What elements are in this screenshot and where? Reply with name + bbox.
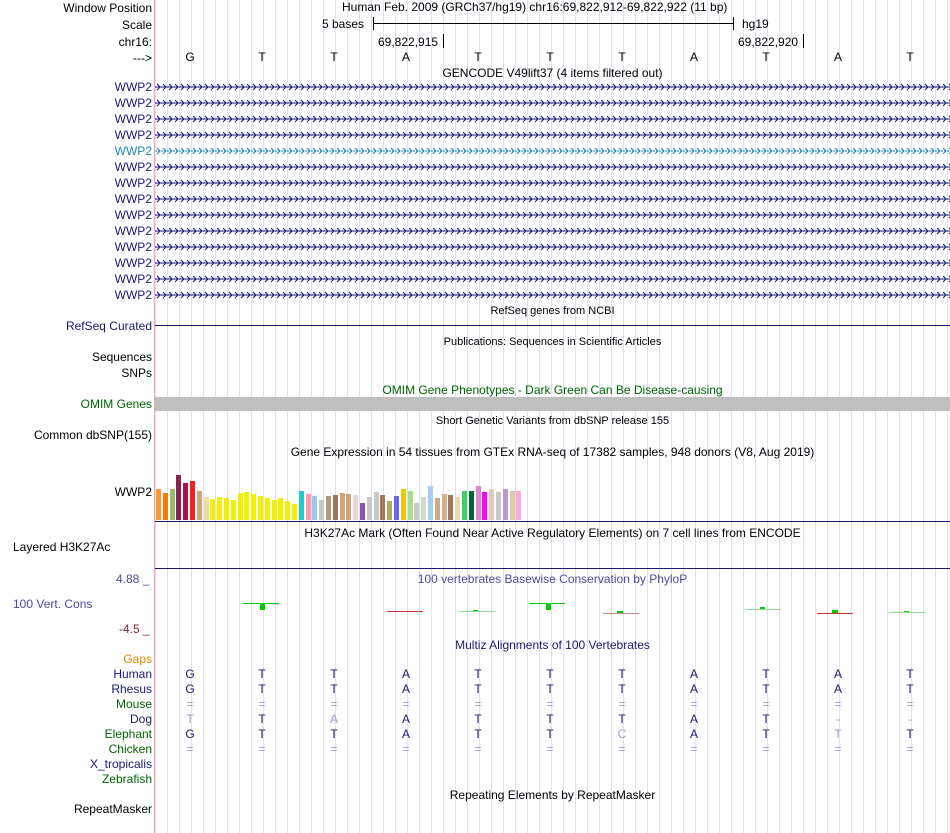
alignment-base-chicken: = xyxy=(186,742,194,756)
gtex-tissue-bar[interactable] xyxy=(340,493,345,520)
species-chicken-label: Chicken xyxy=(108,742,152,756)
alignment-base-dog: A xyxy=(689,712,698,726)
alignment-base-mouse: = xyxy=(906,697,914,711)
phylop-bar xyxy=(832,610,838,613)
phylop-bar xyxy=(745,609,781,610)
gencode-transcript-row[interactable] xyxy=(155,83,950,91)
reference-base: T xyxy=(258,50,266,64)
omim-track-title: OMIM Gene Phenotypes - Dark Green Can Be Disease-causing xyxy=(382,383,723,397)
alignment-base-chicken: = xyxy=(762,742,770,756)
alignment-base-dog: - xyxy=(908,712,912,726)
phylop-bar xyxy=(603,613,639,614)
gencode-transcript-label[interactable]: WWP2 xyxy=(114,192,152,206)
alignment-base-dog: A xyxy=(329,712,338,726)
scale-bar-left-tick xyxy=(373,17,374,30)
gencode-transcript-label[interactable]: WWP2 xyxy=(114,112,152,126)
gtex-tissue-bar[interactable] xyxy=(503,489,508,520)
gtex-tissue-bar[interactable] xyxy=(170,489,175,520)
gencode-transcript-label[interactable]: WWP2 xyxy=(114,208,152,222)
gtex-tissue-bar[interactable] xyxy=(299,491,304,520)
gtex-tissue-bar[interactable] xyxy=(265,498,270,520)
reference-base: A xyxy=(689,50,698,64)
alignment-base-human: G xyxy=(185,667,195,681)
phylop-track-label[interactable]: 100 Vert. Cons xyxy=(13,597,93,611)
alignment-base-elephant: A xyxy=(689,727,698,741)
gtex-tissue-bar[interactable] xyxy=(442,494,447,520)
alignment-base-human: T xyxy=(258,667,266,681)
gencode-transcript-row[interactable] xyxy=(155,291,950,299)
gtex-tissue-bar[interactable] xyxy=(462,491,467,520)
reference-base: T xyxy=(330,50,338,64)
gtex-tissue-bar[interactable] xyxy=(244,492,249,520)
alignment-base-rhesus: T xyxy=(546,682,554,696)
refseq-curated-label[interactable]: RefSeq Curated xyxy=(65,319,152,333)
gencode-transcript-row[interactable] xyxy=(155,131,950,139)
gtex-tissue-bar[interactable] xyxy=(224,498,229,520)
alignment-base-mouse: = xyxy=(834,697,842,711)
alignment-base-dog: T xyxy=(186,712,194,726)
h3k27ac-label[interactable]: Layered H3K27Ac xyxy=(13,540,111,554)
alignment-base-elephant: T xyxy=(834,727,842,741)
alignment-base-chicken: = xyxy=(546,742,554,756)
phylop-bar xyxy=(817,613,853,614)
gencode-track-title: GENCODE V49lift37 (4 items filtered out) xyxy=(442,66,663,80)
gtex-tissue-bar[interactable] xyxy=(476,486,481,520)
alignment-base-mouse: = xyxy=(258,697,266,711)
alignment-base-chicken: = xyxy=(618,742,626,756)
gtex-tissue-bar[interactable] xyxy=(183,483,188,520)
alignment-base-human: T xyxy=(906,667,914,681)
alignment-base-chicken: = xyxy=(330,742,338,756)
sequences-label[interactable]: Sequences xyxy=(91,350,152,364)
alignment-base-rhesus: T xyxy=(762,682,770,696)
alignment-base-dog: - xyxy=(836,712,840,726)
alignment-base-dog: T xyxy=(474,712,482,726)
gtex-tissue-bar[interactable] xyxy=(278,498,283,520)
publications-track-title: Publications: Sequences in Scientific Articles xyxy=(443,336,662,348)
gtex-tissue-bar[interactable] xyxy=(408,491,413,520)
gencode-transcript-row[interactable] xyxy=(155,243,950,251)
gencode-transcript-row[interactable] xyxy=(155,163,950,171)
alignment-base-elephant: T xyxy=(906,727,914,741)
scale-bar xyxy=(373,23,733,24)
reference-base: T xyxy=(546,50,554,64)
gencode-transcript-row[interactable] xyxy=(155,147,950,155)
alignment-base-rhesus: A xyxy=(833,682,842,696)
alignment-base-human: A xyxy=(401,667,410,681)
species-human-label: Human xyxy=(113,667,152,681)
alignment-base-mouse: = xyxy=(690,697,698,711)
alignment-base-chicken: = xyxy=(402,742,410,756)
reference-base: T xyxy=(906,50,914,64)
reference-base: A xyxy=(401,50,410,64)
species-xtropicalis-label: X_tropicalis xyxy=(89,757,152,771)
gtex-tissue-bar[interactable] xyxy=(387,501,392,520)
gencode-transcript-label[interactable]: WWP2 xyxy=(114,128,152,142)
alignment-base-elephant: A xyxy=(401,727,410,741)
alignment-base-mouse: = xyxy=(330,697,338,711)
gaps-label: Gaps xyxy=(123,652,152,666)
gtex-tissue-bar[interactable] xyxy=(190,481,195,520)
gencode-transcript-label[interactable]: WWP2 xyxy=(114,224,152,238)
gencode-transcript-label[interactable]: WWP2 xyxy=(114,256,152,270)
gtex-baseline xyxy=(155,521,950,522)
species-mouse-label: Mouse xyxy=(115,697,152,711)
gencode-transcript-label[interactable]: WWP2 xyxy=(114,96,152,110)
gtex-tissue-bar[interactable] xyxy=(367,497,372,520)
alignment-base-rhesus: T xyxy=(618,682,626,696)
repeatmasker-label[interactable]: RepeatMasker xyxy=(73,802,152,816)
browser-track-area[interactable] xyxy=(155,0,950,833)
gencode-transcript-label[interactable]: WWP2 xyxy=(114,272,152,286)
gtex-tissue-bar[interactable] xyxy=(156,489,161,520)
gtex-tissue-bar[interactable] xyxy=(421,497,426,520)
refseq-gene-line[interactable] xyxy=(155,325,950,326)
multiz-track-title: Multiz Alignments of 100 Vertebrates xyxy=(455,638,650,652)
gtex-tissue-bar[interactable] xyxy=(163,493,168,520)
gtex-tissue-bar[interactable] xyxy=(197,491,202,520)
gtex-tissue-bar[interactable] xyxy=(401,489,406,520)
alignment-base-mouse: = xyxy=(186,697,194,711)
gtex-tissue-bar[interactable] xyxy=(231,500,236,520)
gtex-tissue-bar[interactable] xyxy=(217,497,222,520)
omim-gene-bar[interactable] xyxy=(155,397,950,411)
gtex-tissue-bar[interactable] xyxy=(448,495,453,520)
coordinate-label-2: 69,822,920 xyxy=(738,35,799,49)
gtex-tissue-bar[interactable] xyxy=(414,503,419,520)
snps-label[interactable]: SNPs xyxy=(121,366,152,380)
gtex-tissue-bar[interactable] xyxy=(292,504,297,520)
gencode-transcript-row[interactable] xyxy=(155,115,950,123)
gencode-transcript-row[interactable] xyxy=(155,179,950,187)
gencode-transcript-label[interactable]: WWP2 xyxy=(114,144,152,158)
phylop-track-title: 100 vertebrates Basewise Conservation by PhyloP xyxy=(417,572,688,586)
gtex-tissue-bar[interactable] xyxy=(374,492,379,520)
phylop-bar xyxy=(529,603,565,604)
alignment-base-dog: A xyxy=(401,712,410,726)
repeatmasker-track-title: Repeating Elements by RepeatMasker xyxy=(449,788,656,802)
alignment-base-human: T xyxy=(762,667,770,681)
gtex-tissue-bar[interactable] xyxy=(258,496,263,520)
alignment-base-mouse: = xyxy=(402,697,410,711)
gtex-tissue-bar[interactable] xyxy=(312,496,317,520)
reference-base: T xyxy=(474,50,482,64)
gtex-tissue-bar[interactable] xyxy=(360,503,365,520)
alignment-base-human: T xyxy=(546,667,554,681)
phylop-bar xyxy=(546,604,551,610)
reference-base: G xyxy=(185,50,195,64)
coordinate-label-1: 69,822,915 xyxy=(378,35,439,49)
gencode-transcript-row[interactable] xyxy=(155,99,950,107)
gtex-tissue-bar[interactable] xyxy=(516,491,521,520)
coordinate-tick-2 xyxy=(803,34,804,48)
alignment-base-rhesus: A xyxy=(401,682,410,696)
alignment-base-chicken: = xyxy=(474,742,482,756)
alignment-base-rhesus: A xyxy=(689,682,698,696)
gencode-transcript-label[interactable]: WWP2 xyxy=(114,240,152,254)
species-dog-label: Dog xyxy=(129,712,152,726)
alignment-base-chicken: = xyxy=(834,742,842,756)
reference-base: A xyxy=(833,50,842,64)
common-dbsnp-label[interactable]: Common dbSNP(155) xyxy=(33,428,152,442)
gtex-tissue-bar[interactable] xyxy=(210,499,215,520)
gtex-tissue-bar[interactable] xyxy=(285,501,290,520)
gtex-tissue-bar[interactable] xyxy=(496,492,501,520)
alignment-base-dog: T xyxy=(258,712,266,726)
gencode-transcript-row[interactable] xyxy=(155,259,950,267)
alignment-base-human: A xyxy=(833,667,842,681)
gtex-tissue-bar[interactable] xyxy=(428,486,433,520)
gtex-tissue-bar[interactable] xyxy=(455,497,460,520)
phylop-bar xyxy=(243,603,279,604)
alignment-base-human: T xyxy=(330,667,338,681)
gtex-tissue-bar[interactable] xyxy=(326,496,331,520)
gtex-tissue-bar[interactable] xyxy=(394,496,399,520)
phylop-max-label: 4.88 _ xyxy=(116,572,150,586)
alignment-base-mouse: = xyxy=(618,697,626,711)
alignment-base-elephant: T xyxy=(474,727,482,741)
alignment-base-elephant: T xyxy=(762,727,770,741)
gencode-transcript-row[interactable] xyxy=(155,195,950,203)
strand-label: ---> xyxy=(133,51,152,65)
phylop-conservation-plot[interactable] xyxy=(155,595,950,620)
gtex-tissue-bar[interactable] xyxy=(306,494,311,520)
gtex-tissue-bar[interactable] xyxy=(510,491,515,520)
reference-base: T xyxy=(618,50,626,64)
alignment-base-mouse: = xyxy=(546,697,554,711)
phylop-min-label: -4.5 _ xyxy=(119,622,150,636)
refseq-track-title: RefSeq genes from NCBI xyxy=(490,305,615,317)
species-rhesus-label: Rhesus xyxy=(111,682,152,696)
phylop-bar xyxy=(459,611,495,612)
phylop-bar xyxy=(260,604,265,610)
gtex-tissue-bar[interactable] xyxy=(435,498,440,520)
gtex-tissue-bar[interactable] xyxy=(251,494,256,520)
gencode-transcript-label[interactable]: WWP2 xyxy=(114,176,152,190)
coordinate-tick-1 xyxy=(443,34,444,48)
alignment-base-rhesus: G xyxy=(185,682,195,696)
alignment-base-mouse: = xyxy=(474,697,482,711)
alignment-base-chicken: = xyxy=(258,742,266,756)
track-label-panel xyxy=(0,0,154,833)
alignment-base-human: T xyxy=(474,667,482,681)
alignment-base-chicken: = xyxy=(690,742,698,756)
gencode-transcript-label[interactable]: WWP2 xyxy=(114,160,152,174)
assembly-label: hg19 xyxy=(742,17,769,31)
h3k27ac-baseline xyxy=(155,568,950,569)
alignment-base-elephant: C xyxy=(617,727,627,741)
alignment-base-chicken: = xyxy=(906,742,914,756)
alignment-base-rhesus: T xyxy=(906,682,914,696)
alignment-base-elephant: T xyxy=(546,727,554,741)
scale-bar-right-tick xyxy=(733,17,734,30)
position-title: Human Feb. 2009 (GRCh37/hg19) chr16:69,822,912-69,822,922 (11 bp) xyxy=(342,0,728,14)
omim-genes-label[interactable]: OMIM Genes xyxy=(80,397,152,411)
alignment-base-rhesus: T xyxy=(258,682,266,696)
species-elephant-label: Elephant xyxy=(104,727,152,741)
gtex-gene-label[interactable]: WWP2 xyxy=(114,485,152,499)
gencode-transcript-label[interactable]: WWP2 xyxy=(114,80,152,94)
gtex-tissue-bar[interactable] xyxy=(380,495,385,520)
alignment-base-human: T xyxy=(618,667,626,681)
alignment-base-elephant: G xyxy=(185,727,195,741)
alignment-base-mouse: = xyxy=(762,697,770,711)
alignment-base-elephant: T xyxy=(258,727,266,741)
phylop-bar xyxy=(889,612,925,613)
gtex-tissue-bar[interactable] xyxy=(489,489,494,520)
phylop-bar xyxy=(387,611,423,612)
gtex-expression-chart[interactable] xyxy=(155,460,555,520)
scale-bar-label: 5 bases xyxy=(322,17,365,31)
alignment-base-human: A xyxy=(689,667,698,681)
phylop-bar xyxy=(617,611,623,613)
gtex-tissue-bar[interactable] xyxy=(319,500,324,520)
alignment-base-dog: T xyxy=(618,712,626,726)
gtex-track-title: Gene Expression in 54 tissues from GTEx RNA-seq of 17382 samples, 948 donors (V8, Aug 2019) xyxy=(290,445,815,459)
gtex-tissue-bar[interactable] xyxy=(176,475,181,520)
h3k27ac-track-title: H3K27Ac Mark (Often Found Near Active Regulatory Elements) on 7 cell lines from ENCODE xyxy=(304,526,801,540)
gencode-transcript-label[interactable]: WWP2 xyxy=(114,288,152,302)
alignment-base-elephant: T xyxy=(330,727,338,741)
scale-label: Scale xyxy=(121,18,152,32)
gencode-transcript-row[interactable] xyxy=(155,275,950,283)
species-zebrafish-label: Zebrafish xyxy=(101,772,152,786)
chromosome-label: chr16: xyxy=(118,35,152,49)
gencode-transcript-row[interactable] xyxy=(155,227,950,235)
reference-base: T xyxy=(762,50,770,64)
gtex-tissue-bar[interactable] xyxy=(482,492,487,520)
gtex-tissue-bar[interactable] xyxy=(272,500,277,520)
alignment-base-dog: T xyxy=(762,712,770,726)
alignment-base-rhesus: T xyxy=(474,682,482,696)
window-position-label: Window Position xyxy=(63,1,152,15)
gtex-tissue-bar[interactable] xyxy=(469,491,474,520)
gtex-tissue-bar[interactable] xyxy=(238,493,243,520)
gtex-tissue-bar[interactable] xyxy=(346,494,351,520)
alignment-base-dog: T xyxy=(546,712,554,726)
gtex-tissue-bar[interactable] xyxy=(333,495,338,520)
gencode-transcript-row[interactable] xyxy=(155,211,950,219)
alignment-base-rhesus: T xyxy=(330,682,338,696)
gtex-tissue-bar[interactable] xyxy=(204,497,209,520)
dbsnp-track-title: Short Genetic Variants from dbSNP release 155 xyxy=(435,415,670,427)
gtex-tissue-bar[interactable] xyxy=(353,495,358,520)
